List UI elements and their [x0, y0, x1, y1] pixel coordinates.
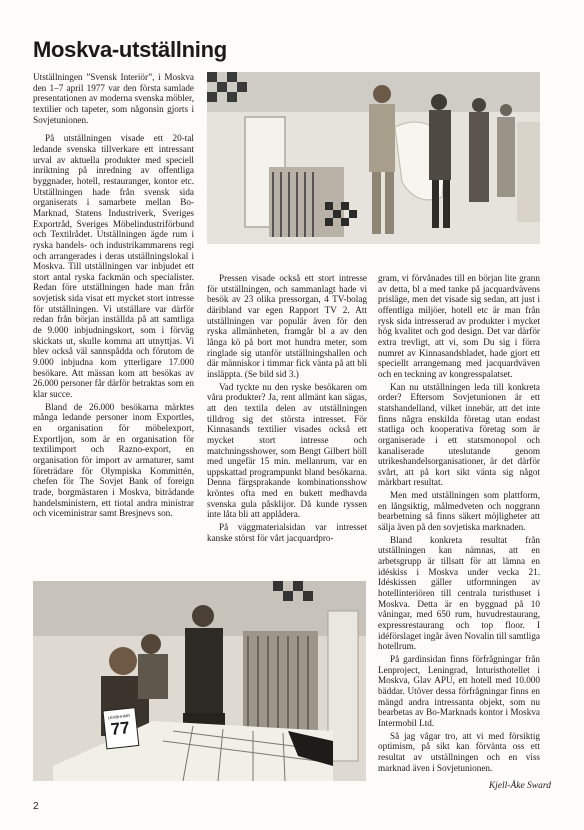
- article-column-2: [207, 273, 367, 543]
- exhibition-photo-bottom-illustration: [33, 581, 366, 781]
- paragraph: På väggmaterialsidan var intresset kanske störst för vårt jacquardpro-: [207, 522, 367, 543]
- paragraph: Men med utställningen som plattform, en långsiktig, målmedveten och noggrann bearbetning så finns säkert möjligheter att sälja även på den sovjetiska marknaden.: [378, 490, 540, 533]
- visitor-badge-number: 77: [109, 718, 131, 739]
- paragraph: Bland de 26.000 besökarna märktes många ledande personer inom Exportles, en organisation för möbelexport, Exportljon, som är en organisation för textilimport och Razno-export, en organisation för import av armaturer, samt företrädare för Olympiska Kommittén, chefen för The Sovjet Bank of foreign trade, borgmästaren i Moskva, biträdande handelsministern, ett tiotal andra ministrar och viceministrar samt Bresjnevs son.: [33, 401, 194, 519]
- paragraph: Utställningen ”Svensk Interiör”, i Moskva den 1–7 april 1977 var den första samlade presentationen av moderna svenska möbler, textilier och tapeter, som någonsin gjorts i Sovjetunionen.: [33, 72, 194, 125]
- paragraph: Så jag vågar tro, att vi med försiktig optimism, på sikt kan förvänta oss ett resultat av utställningen och en viss marknad även i Sovjetunionen.: [378, 730, 540, 773]
- paragraph: Bland konkreta resultat från utställningen kan nämnas, att en arbetsgrupp är tillsatt för att lämna en idéskiss i Moskva under vecka 21. Idéskissen gäller utformningen av hotellinteriören till centrala turisthuset i Moskva. Detta är en byggnad på 10 våningar, med 650 rum, huvudrestaurang, expressrestaurang och top floor. I idéförslaget ingår även Novalin till samtliga hotellrum.: [378, 534, 541, 652]
- visitor-badge-header: LEHBHHMR: [107, 712, 131, 721]
- paragraph: På gardinsidan finns förfrågningar från Lenproject, Leningrad, Inturisthotellet i Moskva, Glav APU, ett hotell med 10.000 bäddar. Utöver dessa förfrågningar finns en mängd andra intressanta objekt, som nu bearbetas av Bo-Marknads kontor i Moskva Intermobil Ltd.: [378, 653, 540, 728]
- exhibition-photo-bottom: [33, 581, 366, 781]
- paragraph: Pressen visade också ett stort intresse för utställningen, och sammanlagt hade vi besök av 23 olika pressorgan, 4 TV-bolag däribland var egen Rapport TV 2. Att utställningen var populär även för den ryska allmänheten, framgår bl a av den långa kö på bort mot hundra meter, som ringlade sig utanför utställningshallen och där människor i timmar fick vänta på att bli insläppta. (Se bild sid 3.): [207, 273, 367, 379]
- paragraph: Kan nu utställningen leda till konkreta order? Eftersom Sovjetunionen är ett statshandelland, vilket innebär, att det inte finns några enskilda företag utan endast statliga och kooperativa företag som är organiserade i ett statsmonopol och kanaliserade uteslutande genom utrikeshandelsorganisationer, är det därför svårt, att på kort sikt vänta sig något märkbart resultat.: [378, 381, 540, 488]
- exhibition-photo-top-illustration: [207, 72, 540, 244]
- author-signature: Kjell-Åke Sward: [488, 781, 551, 791]
- page-title: Moskva-utställning: [33, 37, 227, 62]
- visitor-badge: [103, 712, 137, 740]
- article-column-3: [378, 273, 540, 773]
- exhibition-photo-top: [207, 72, 540, 244]
- paragraph: Vad tyckte nu den ryske besökaren om våra produkter? Ja, rent allmänt kan sägas, att den textila delen av utställningen tilldrog sig det största intresset. För Kinnasands textilier visades också ett mycket stort intresse och matchningsshower, som Bengt Gilbert höll med ungefär 15 min. mellanrum, var en uppskattad programpunkt bland besökarna. Denna färgsprakande kombinationsshow kröntes ofta med en bukett medhavda svenska gula påsklijor. Då kunde ryssen inte låta bli att applådera.: [207, 381, 367, 520]
- paragraph: På utställningen visade ett 20-tal ledande svenska tillverkare ett intressant urval av aktuella produkter med speciell inriktning på inredning av offentliga byggnader, hotell, restauranger, kontor etc. Utställningen hade från svensk sida organiserats i samarbete mellan Bo-Marknad, Statens Industriverk, Sveriges Exportråd, Sveriges Möbelindustriförbund och Textilrådet. Utställningen ägde rum i ryska handels- och industrikammarens regi och arrangerades i deras utställningslokal i Moskva. Till utställningen var inbjudet ett stort antal ryska fackmän och specialister. Redan före utställningen hade man från sovjetisk sida visat ett mycket stort intresse för utställningen. Vi utställare var därför redan från början inställda på att samtliga de 9.000 inbjudningskort, som i förväg skickats ut, skulle komma att utnyttjas. Vi blev också väl sannspådda och förutom de 9.000 inbjudna kom ytterligare 17.000 besökare. Att mässan kom att besökas av 26.000 personer får därför betraktas som en klar succe.: [33, 133, 194, 400]
- article-column-1: [33, 72, 194, 519]
- page-number: 2: [33, 801, 39, 812]
- paragraph: gram, vi förvånades till en början lite grann av detta, bl a med tanke på jacquardvävens prisläge, men det visade sig sedan, att just i offentliga miljöer, hotell etc är man från rysk sida intresserad av produkter i mycket hög kvalitet och god design. Det var därför extra trevligt, att vi, som Du sig i förra numret av Kinnasandsbladet, hade gjort ett speciellt arrangemang med jacquardväven och en teckning av kongresspalatset.: [378, 273, 540, 379]
